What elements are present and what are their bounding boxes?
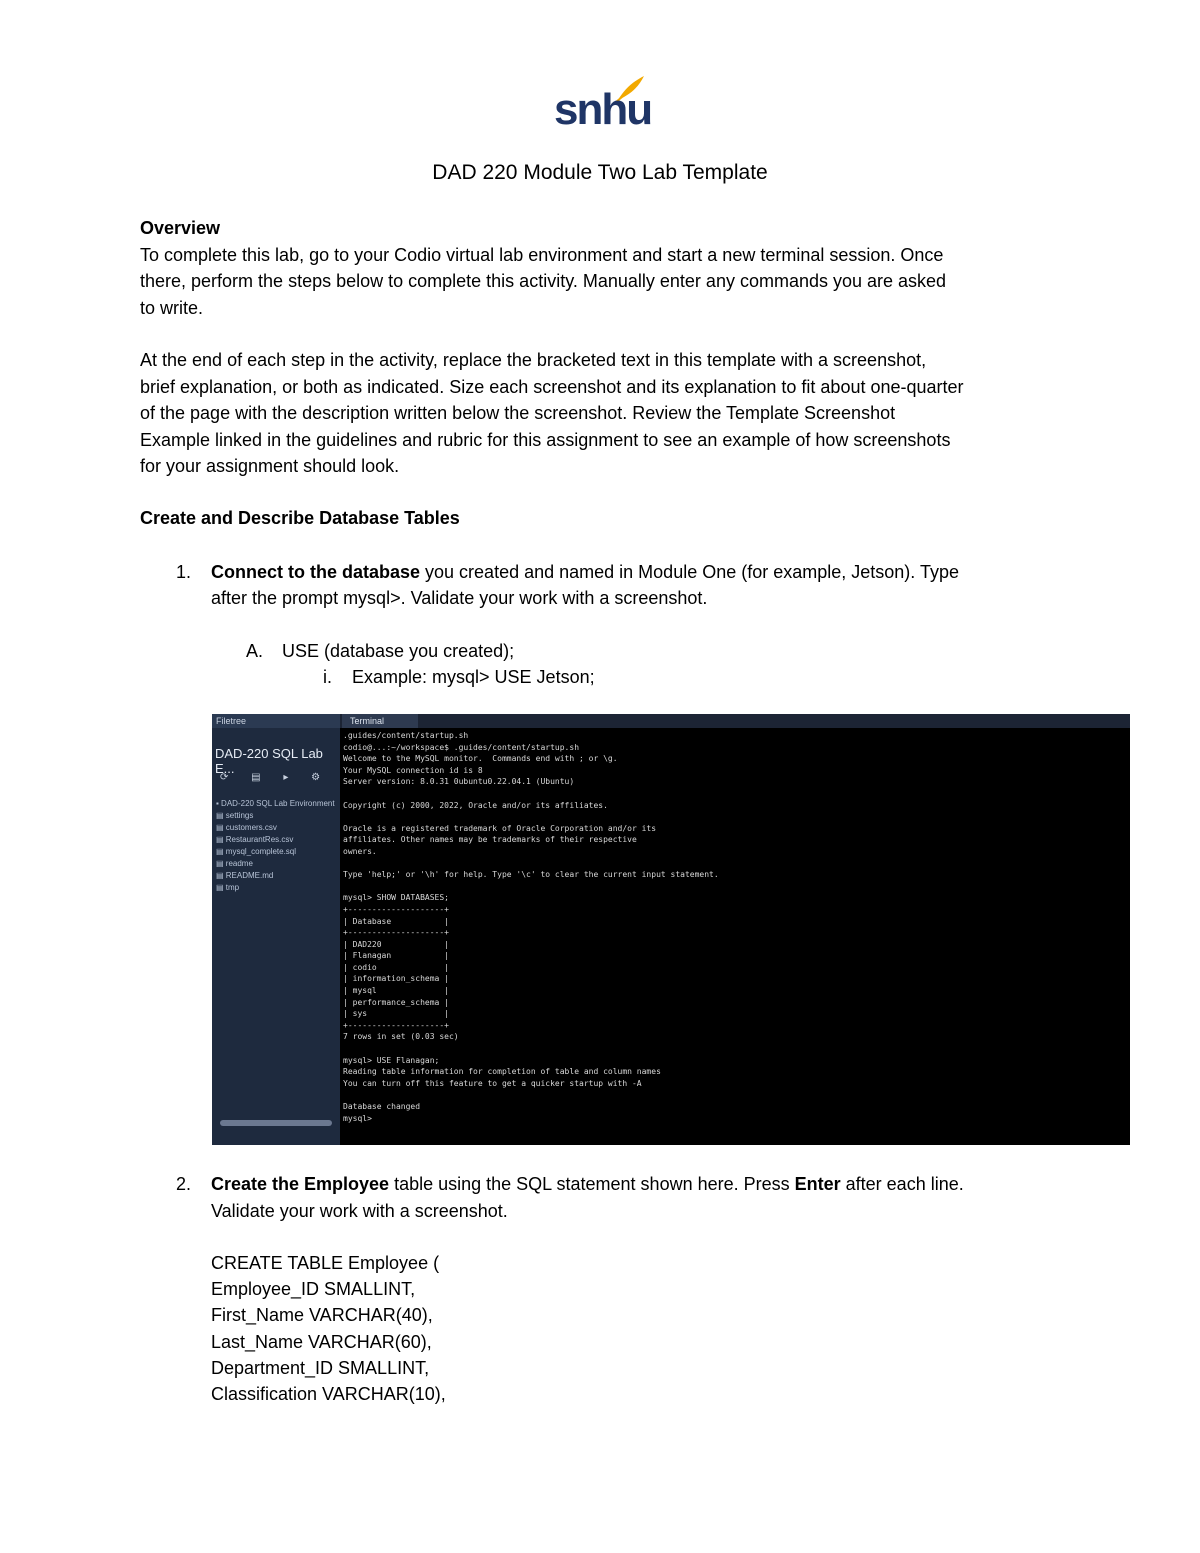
file-tree-item[interactable]: ▤ readme (216, 859, 253, 868)
terminal-line: | sys | (343, 1009, 449, 1019)
file-tree-item[interactable]: ▤ settings (216, 811, 254, 820)
terminal-line: | DAD220 | (343, 939, 449, 949)
terminal-screenshot (212, 714, 1130, 1145)
terminal-line: Reading table information for completion of table and column names (343, 1067, 661, 1077)
instructions-line: Example linked in the guidelines and rubric for this assignment to see an example of how screenshots (140, 430, 951, 450)
terminal-tab-bar (340, 714, 1130, 728)
terminal-line: | mysql | (343, 986, 449, 996)
file-tree-item[interactable]: ▤ customers.csv (216, 823, 277, 832)
terminal-line: affiliates. Other names may be trademarks of their respective (343, 835, 637, 845)
terminal-line: Server version: 8.0.31 0ubuntu0.22.04.1 (Ubuntu) (343, 777, 575, 787)
step-number: 1. (176, 562, 192, 582)
file-tree-item[interactable]: ▤ mysql_complete.sql (216, 847, 297, 856)
terminal-line: codio@...:~/workspace$ .guides/content/startup.sh (343, 742, 580, 752)
terminal-line: owners. (343, 846, 377, 856)
instructions-line: brief explanation, or both as indicated. Size each screenshot and its explanation to fit about one-quarter (140, 377, 964, 397)
step1-sub-a: USE (database you created); (282, 641, 515, 661)
terminal-line: Copyright (c) 2000, 2022, Oracle and/or its affiliates. (343, 800, 608, 810)
project-title: DAD-220 SQL Lab E... (215, 746, 323, 776)
terminal-output (343, 730, 1128, 1124)
terminal-line: Database changed (343, 1102, 421, 1111)
terminal-line: | performance_schema | (343, 997, 449, 1007)
terminal-tab (342, 714, 418, 728)
document-title: DAD 220 Module Two Lab Template (432, 161, 768, 184)
terminal-line: | information_schema | (343, 974, 449, 984)
step1-sub-i: Example: mysql> USE Jetson; (352, 667, 595, 687)
step2-bold: Create the Employee (211, 1174, 390, 1194)
step1-rest: you created and named in Module One (for example, Jetson). Type (420, 562, 960, 582)
step1-bold: Connect to the database (211, 562, 421, 582)
snhu-logo (554, 74, 652, 134)
terminal-line: Type 'help;' or '\h' for help. Type '\c' to clear the current input statement. (343, 870, 719, 880)
sql-line: Classification VARCHAR(10), (211, 1384, 446, 1404)
terminal-line: +--------------------+ (343, 904, 449, 914)
step2-line (211, 1171, 1091, 1197)
file-tree-item[interactable]: ▪ DAD-220 SQL Lab Environment (216, 799, 335, 808)
terminal-line: | codio | (343, 962, 449, 972)
terminal-line: 7 rows in set (0.03 sec) (343, 1032, 459, 1042)
terminal-line: Welcome to the MySQL monitor. Commands end with ; or \g. (343, 754, 618, 764)
overview-heading: Overview (140, 218, 221, 238)
sidebar-toolbar-icons: ⟳ ▤ ▸ ⚙ (220, 772, 331, 783)
terminal-tab-label: Terminal (350, 716, 385, 726)
sub-marker: i. (323, 667, 332, 687)
terminal-line: +--------------------+ (343, 1020, 449, 1030)
step2-line2: Validate your work with a screenshot. (211, 1201, 508, 1221)
overview-line: to write. (140, 298, 204, 318)
terminal-line: mysql> USE Flanagan; (343, 1055, 440, 1065)
sql-line: Last_Name VARCHAR(60), (211, 1332, 432, 1352)
file-tree-item[interactable]: ▤ tmp (216, 883, 240, 892)
terminal-line: You can turn off this feature to get a quicker startup with -A (343, 1078, 642, 1088)
terminal-line: | Database | (343, 916, 449, 926)
terminal-line: Your MySQL connection id is 8 (343, 765, 483, 775)
sql-line: CREATE TABLE Employee ( (211, 1253, 440, 1273)
sub-marker: A. (246, 641, 264, 661)
terminal-line: mysql> (343, 1113, 377, 1123)
terminal-line (343, 881, 1128, 893)
step1-line (211, 559, 1091, 585)
terminal-line: +--------------------+ (343, 928, 449, 938)
filetree-tab-label: Filetree (216, 716, 247, 726)
terminal-line (343, 788, 1128, 800)
overview-line: there, perform the steps below to complete this activity. Manually enter any commands you are asked (140, 271, 947, 291)
terminal-line (343, 858, 1128, 870)
step2-mid: table using the SQL statement shown here. Press (389, 1174, 795, 1194)
filetree-tab (212, 714, 340, 728)
step2-enter: Enter (794, 1174, 841, 1194)
file-tree-item[interactable]: ▤ RestaurantRes.csv (216, 835, 294, 844)
terminal-line: | Flanagan | (343, 951, 449, 961)
file-list (216, 798, 340, 894)
sql-line: Employee_ID SMALLINT, (211, 1279, 416, 1299)
logo-text: snhu (554, 85, 652, 134)
file-tree-item[interactable]: ▤ README.md (216, 871, 274, 880)
step1-line2: after the prompt mysql>. Validate your work with a screenshot. (211, 588, 708, 608)
terminal-line: Oracle is a registered trademark of Oracle Corporation and/or its (343, 823, 657, 833)
terminal-line (343, 811, 1128, 823)
terminal-line: .guides/content/startup.sh (343, 731, 469, 740)
instructions-line: At the end of each step in the activity, replace the bracketed text in this template with a screenshot, (140, 350, 927, 370)
sql-line: First_Name VARCHAR(40), (211, 1305, 433, 1325)
file-tree-panel (212, 714, 340, 1145)
overview-line: To complete this lab, go to your Codio virtual lab environment and start a new terminal session. Once (140, 245, 944, 265)
terminal-line (343, 1043, 1128, 1055)
step-number: 2. (176, 1174, 192, 1194)
instructions-line: of the page with the description written below the screenshot. Review the Template Screenshot (140, 403, 896, 423)
terminal-line (343, 1089, 1128, 1101)
instructions-line: for your assignment should look. (140, 456, 400, 476)
step2-end: after each line. (840, 1174, 964, 1194)
terminal-line: mysql> SHOW DATABASES; (343, 893, 449, 903)
sql-line: Department_ID SMALLINT, (211, 1358, 430, 1378)
section-heading: Create and Describe Database Tables (140, 508, 460, 528)
sidebar-scrollbar (220, 1120, 332, 1126)
